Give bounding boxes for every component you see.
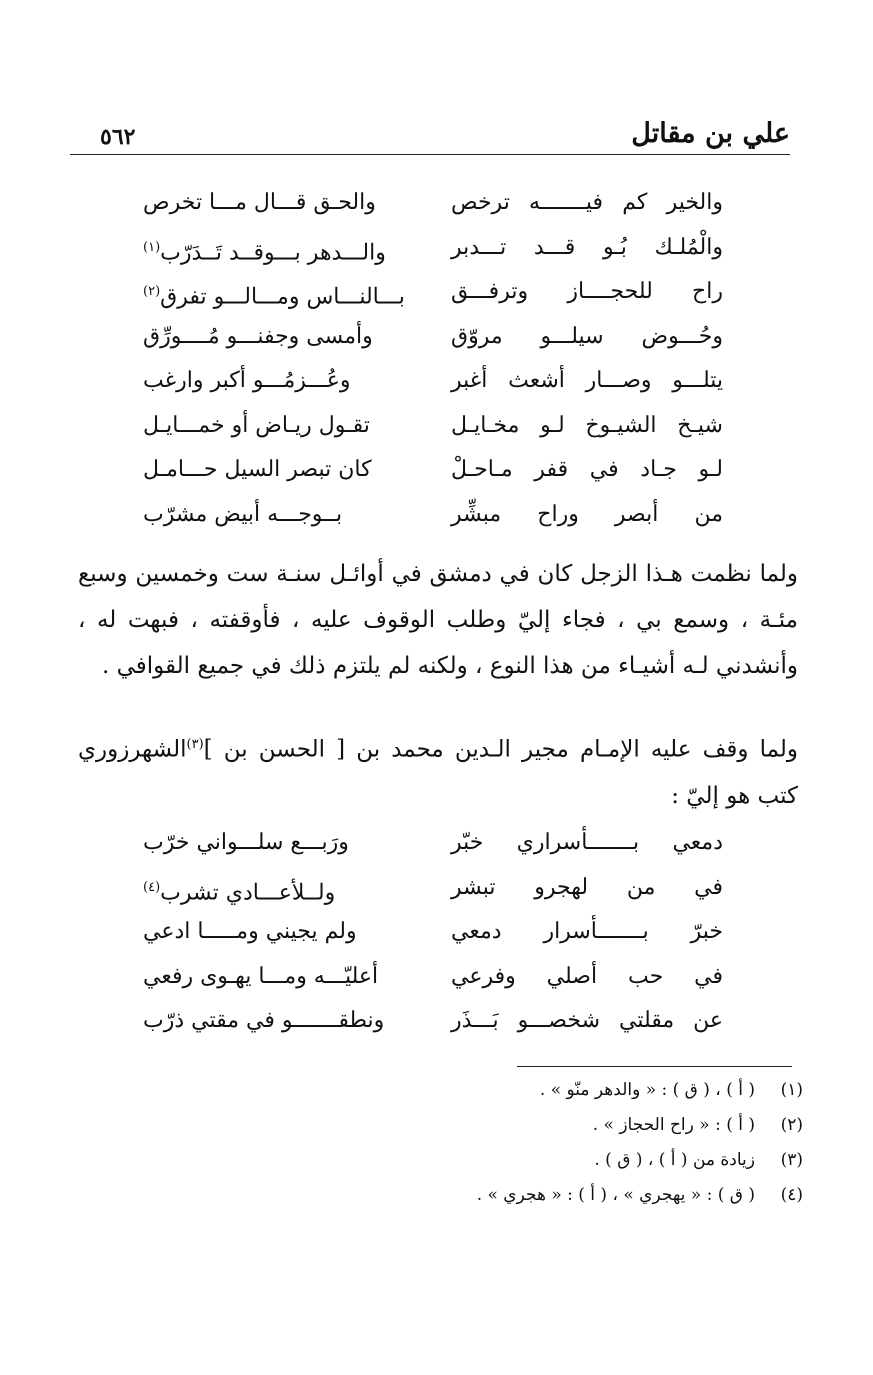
footnote-marker: (٢) bbox=[143, 284, 161, 299]
footnote-number: (١) bbox=[780, 1080, 803, 1100]
footnote-number: (٢) bbox=[780, 1115, 803, 1135]
hemistich-text: تقـول ريـاض أو خمـــايـل bbox=[143, 412, 370, 438]
hemistich-text: بـــالنـــاس ومـــالـــو تفرق bbox=[160, 284, 405, 310]
verse-line bbox=[143, 186, 723, 231]
paragraph-text bbox=[78, 722, 798, 819]
verse-line bbox=[143, 409, 723, 454]
verse-line bbox=[143, 231, 723, 276]
footnote-text: ( ق ) : « يهجري » ، ( أ ) : « هجري » . bbox=[476, 1185, 755, 1205]
zajal-poem-2 bbox=[143, 826, 723, 1049]
prose-paragraph-2 bbox=[78, 722, 798, 819]
paragraph-text: ولما نظمت هـذا الزجل كان في دمشق في أوائـل سنـة ست وخمسين وسبع مئـة ، وسمع بي ، فجاء إليّ وطلب الوقوف عليه ، فأوقفته ، فبهت له ، وأنشدني لـه أشيـاء من هذا النوع ، ولكنه لم يلتزم ذلك في جميع القوافي . bbox=[78, 561, 798, 679]
verse-line bbox=[143, 1004, 723, 1049]
hemistich-text: كان تبصر السيل حـــامـل bbox=[143, 457, 372, 482]
footnotes bbox=[83, 1080, 803, 1220]
second-hemistich bbox=[143, 871, 415, 910]
verse-line bbox=[143, 275, 723, 320]
hemistich-text: ولــلأعـــادي تشرب bbox=[160, 879, 336, 905]
first-hemistich: والخير كم فيـــــــه ترخص bbox=[451, 190, 723, 215]
footnote-marker: (٤) bbox=[143, 879, 161, 895]
second-hemistich bbox=[143, 409, 415, 443]
second-hemistich bbox=[143, 1004, 415, 1038]
footnote-marker: (٣) bbox=[186, 737, 204, 752]
chapter-title: علي بن مقاتل bbox=[631, 118, 790, 149]
second-hemistich bbox=[143, 320, 415, 354]
second-hemistich bbox=[143, 364, 415, 398]
footnote-text: زيادة من ( أ ) ، ( ق ) . bbox=[594, 1150, 755, 1170]
second-hemistich bbox=[143, 826, 415, 860]
footnote bbox=[83, 1115, 803, 1150]
footnote-number: (٤) bbox=[780, 1185, 803, 1205]
second-hemistich bbox=[143, 453, 415, 487]
hemistich-text: ولم يجيني ومـــــا ادعي bbox=[143, 919, 357, 944]
first-hemistich: راح للحجــــاز وترفـــق bbox=[451, 279, 723, 304]
second-hemistich bbox=[143, 960, 415, 994]
footnote-text: ( أ ) : « راح الحجاز » . bbox=[592, 1115, 755, 1135]
first-hemistich: وحُـــوض سيلـــو مروّق bbox=[451, 323, 723, 349]
second-hemistich bbox=[143, 915, 415, 949]
hemistich-text: ونطقـــــــو في مقتي ذرّب bbox=[143, 1008, 385, 1033]
first-hemistich: في من لهجرو تبشر bbox=[451, 874, 723, 900]
first-hemistich: والْمُلـك بُـو قـــد تـــدبر bbox=[451, 234, 723, 260]
footnote-text: ( أ ) ، ( ق ) : « والدهر منّو » . bbox=[539, 1080, 755, 1100]
verse-line bbox=[143, 498, 723, 543]
verse-line bbox=[143, 826, 723, 871]
first-hemistich: في حب أصلي وفرعي bbox=[451, 963, 723, 989]
hemistich-text: والـــدهر بـــوقــد تَــدَرّب bbox=[160, 239, 386, 265]
second-hemistich bbox=[143, 498, 415, 532]
footnote bbox=[83, 1080, 803, 1115]
first-hemistich: عن مقلتي شخصـــو بَـــذَر bbox=[451, 1008, 723, 1033]
first-hemistich: خبرّ بـــــــأسرار دمعي bbox=[451, 919, 723, 944]
paragraph-part: ولما وقف عليه الإمـام مجير الـدين محمد بن [ الحسن بن ] bbox=[203, 736, 798, 763]
prose-paragraph-1 bbox=[78, 551, 798, 689]
first-hemistich: شيـخ الشيـوخ لـو مخـايـل bbox=[451, 412, 723, 438]
first-hemistich: يتلـــو وصـــار أشعث أغبر bbox=[451, 368, 723, 393]
hemistich-text: بــوجـــه أبيض مشرّب bbox=[143, 501, 343, 527]
first-hemistich: لـو جـاد في قفر مـاحـلْ bbox=[451, 457, 723, 482]
second-hemistich bbox=[143, 186, 415, 220]
verse-line bbox=[143, 320, 723, 365]
second-hemistich bbox=[143, 275, 415, 314]
verse-line bbox=[143, 871, 723, 916]
first-hemistich: من أبصر وراح مبشِّر bbox=[451, 501, 723, 527]
first-hemistich: دمعي بـــــــأسراري خبّر bbox=[451, 830, 723, 855]
verse-line bbox=[143, 453, 723, 498]
footnote-number: (٣) bbox=[780, 1150, 803, 1170]
hemistich-text: وعُـــزمُـــو أكبر وارغب bbox=[143, 368, 351, 393]
running-header bbox=[70, 118, 790, 158]
hemistich-text: والحـق قـــال مـــا تخرص bbox=[143, 190, 376, 215]
hemistich-text: أعليّـــه ومـــا يهـوى رفعي bbox=[143, 963, 379, 989]
zajal-poem-1 bbox=[143, 186, 723, 542]
verse-line bbox=[143, 364, 723, 409]
paragraph-part: الشهرزوري كتب هو إليّ : bbox=[78, 736, 798, 809]
second-hemistich bbox=[143, 231, 415, 270]
page-number: ٥٦٢ bbox=[100, 124, 136, 150]
footnote bbox=[83, 1185, 803, 1220]
hemistich-text: ورَبـــع سلـــواني خرّب bbox=[143, 830, 349, 855]
header-rule bbox=[70, 154, 790, 155]
verse-line bbox=[143, 915, 723, 960]
verse-line bbox=[143, 960, 723, 1005]
hemistich-text: وأمسى وجفنـــو مُــــورِّق bbox=[143, 323, 373, 349]
footnote-marker: (١) bbox=[143, 239, 161, 255]
footnote bbox=[83, 1150, 803, 1185]
